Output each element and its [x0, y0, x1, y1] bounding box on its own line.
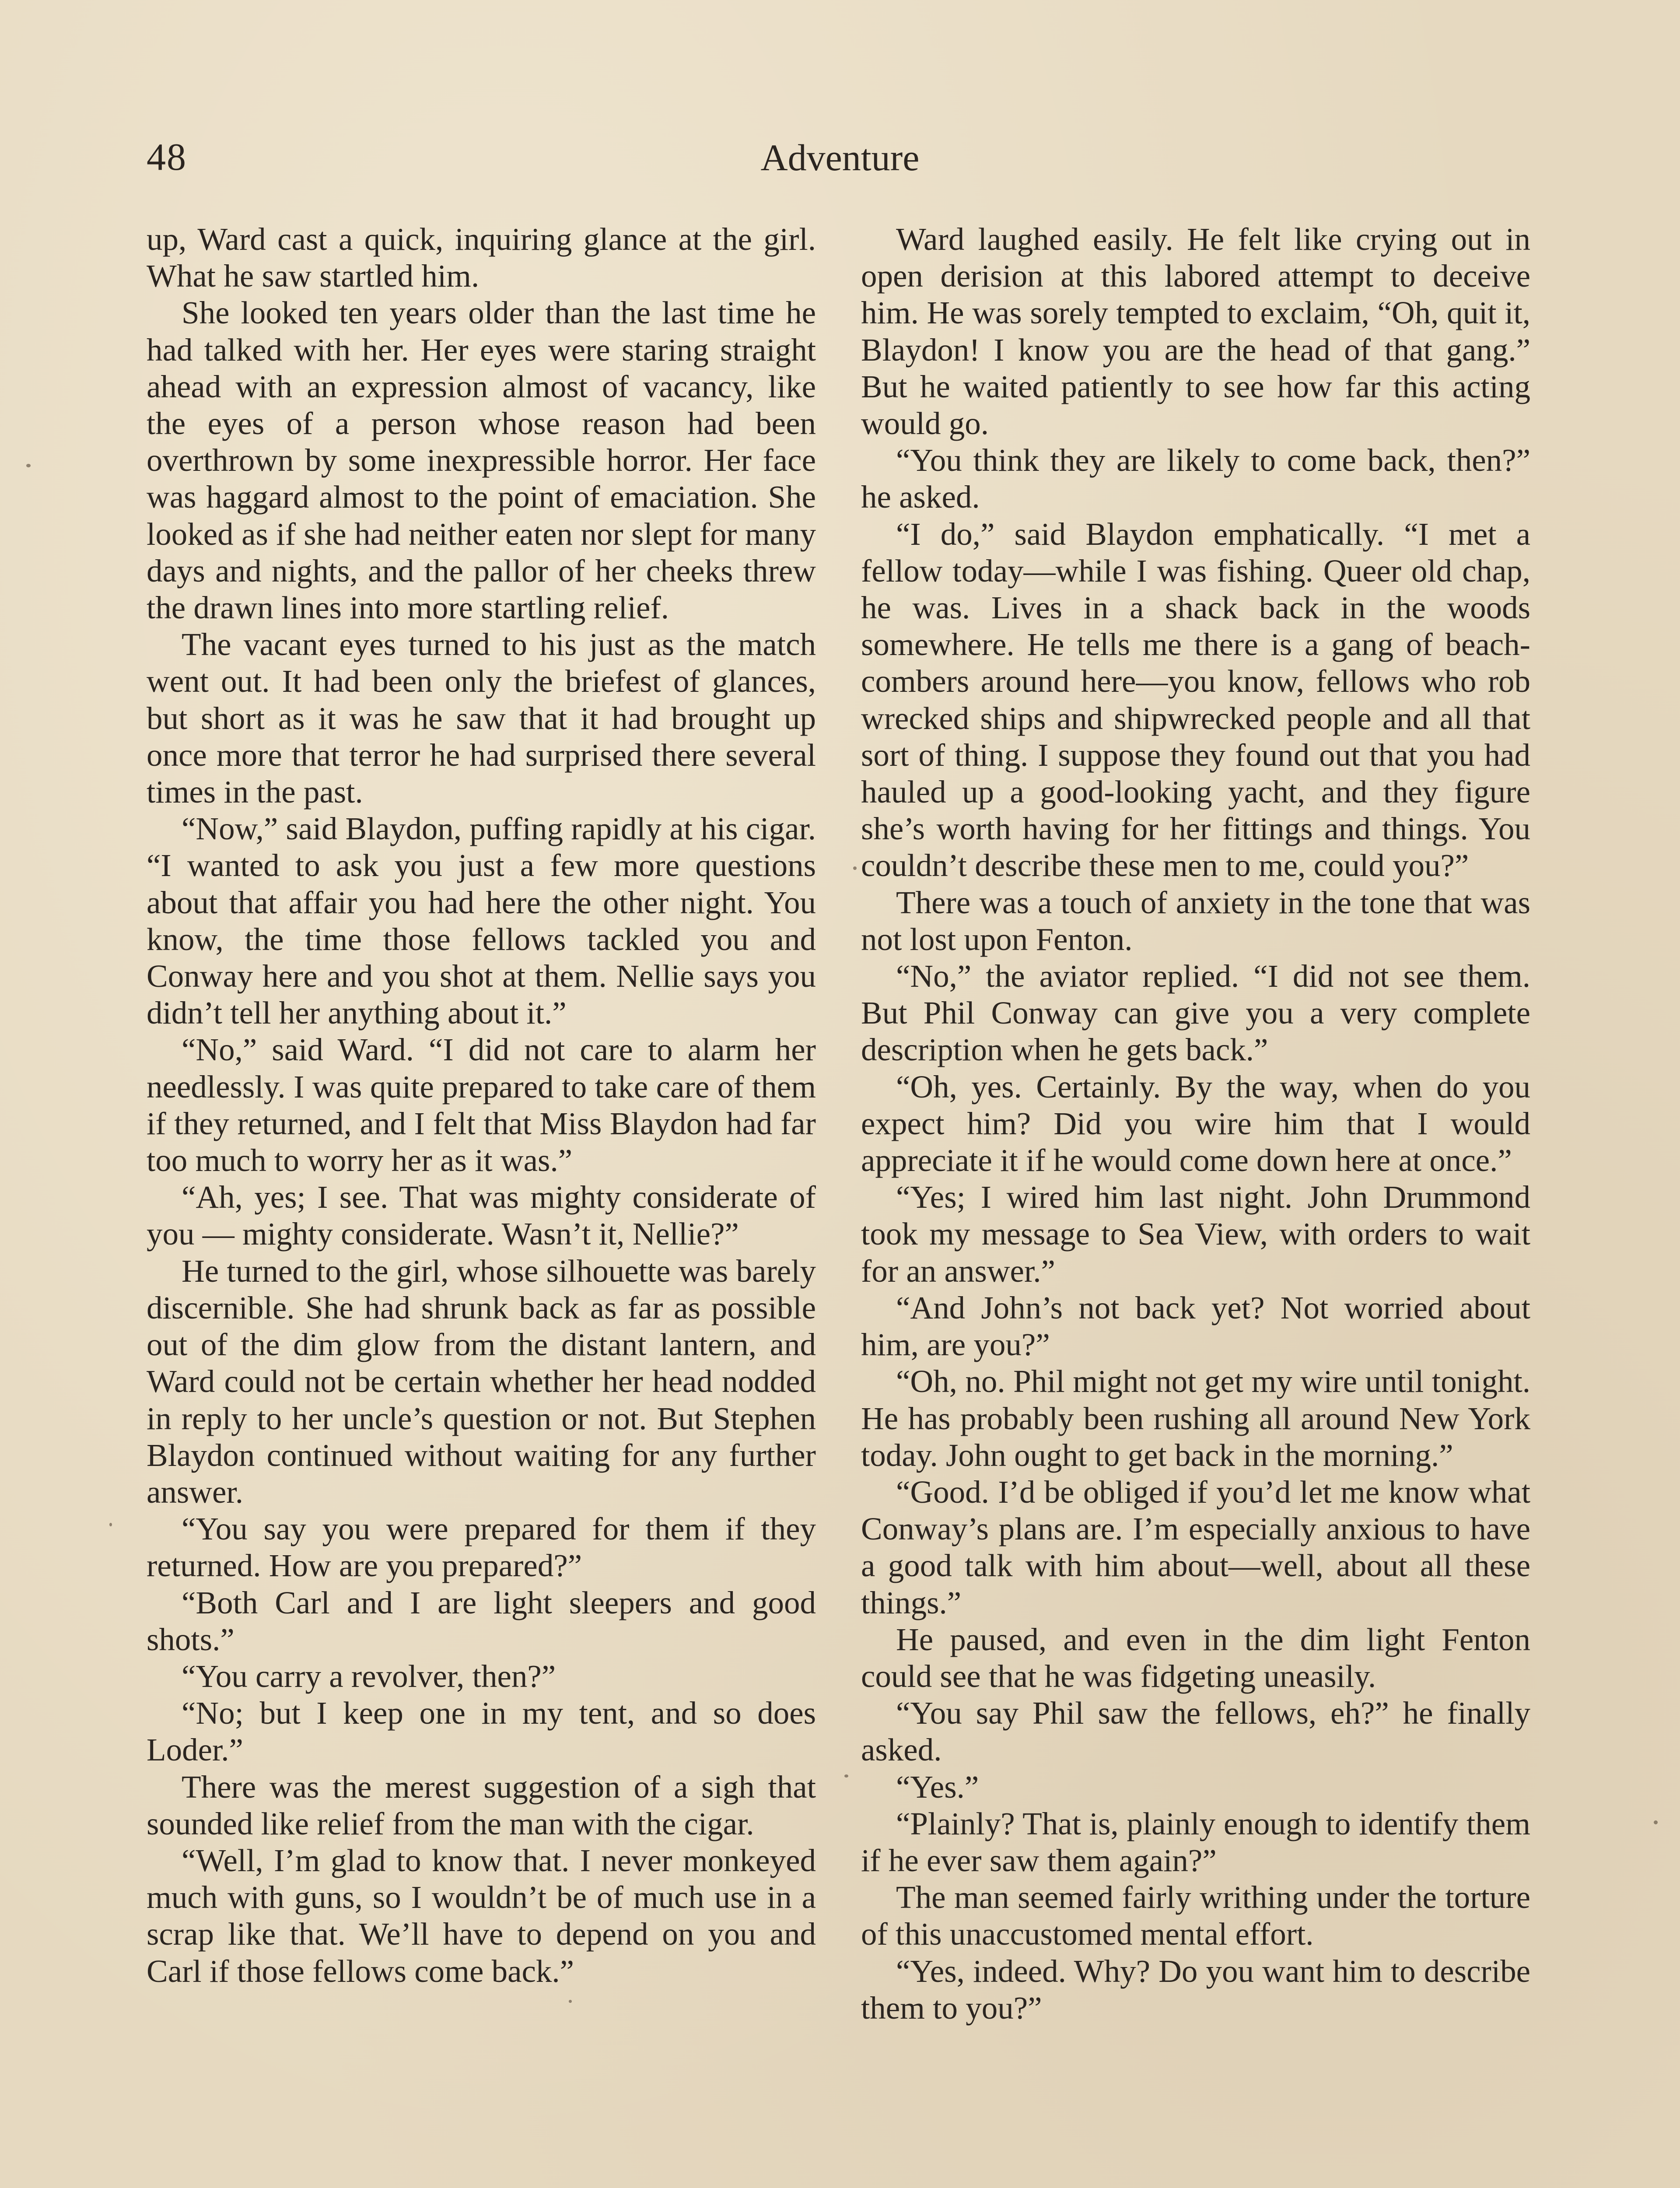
paragraph: She looked ten years older than the last time he had talked with her. Her eyes were staring straight ahead with an expression almost of vacancy, like the eyes of a person whose reason had been overthrown by some inexpressible horror. Her face was haggard almost to the point of emaciation. She looked as if she had neither eaten nor slept for many days and nights, and the pallor of her cheeks threw the drawn lines into more startling relief.: [147, 295, 816, 626]
running-title: Adventure: [760, 137, 920, 179]
paper-speck: [569, 2000, 572, 2003]
paper-speck: [26, 464, 31, 467]
paper-speck: [853, 866, 857, 870]
paragraph: Ward laughed easily. He felt like crying out in open derision at this labored attempt to deceive him. He was sorely tempted to exclaim, “Oh, quit it, Blaydon! I know you are the head of that gang.” But he waited patiently to see how far this acting would go.: [861, 221, 1530, 442]
paragraph: “Yes, indeed. Why? Do you want him to describe them to you?”: [861, 1953, 1530, 2026]
paragraph: The man seemed fairly writhing under the torture of this unaccustomed mental effort.: [861, 1879, 1530, 1952]
paragraph: “Well, I’m glad to know that. I never monkeyed much with guns, so I wouldn’t be of much use in a scrap like that. We’ll have to depend on you and Carl if those fellows come back.”: [147, 1842, 816, 1989]
paragraph: “Yes; I wired him last night. John Drummond took my message to Sea View, with orders to wait for an answer.”: [861, 1179, 1530, 1289]
paragraph: “Plainly? That is, plainly enough to identify them if he ever saw them again?”: [861, 1806, 1530, 1878]
paragraph: “Now,” said Blaydon, puffing rapidly at his cigar. “I wanted to ask you just a few more questions about that affair you had here the other night. You know, the time those fellows tackled you and Conway here and you shot at them. Nellie says you didn’t tell her anything about it.”: [147, 811, 816, 1031]
left-column: [147, 221, 816, 1990]
paragraph: “Ah, yes; I see. That was mighty considerate of you — mighty considerate. Wasn’t it, Nellie?”: [147, 1179, 816, 1252]
paragraph: up, Ward cast a quick, inquiring glance at the girl. What he saw startled him.: [147, 221, 816, 294]
paragraph: “No; but I keep one in my tent, and so does Loder.”: [147, 1695, 816, 1768]
paragraph: “Yes.”: [896, 1769, 979, 1805]
paragraph: “I do,” said Blaydon emphatically. “I met a fellow today—while I was fishing. Queer old chap, he was. Lives in a shack back in the woods somewhere. He tells me there is a gang of beach-combers around here—you know, fellows who rob wrecked ships and shipwrecked people and all that sort of thing. I suppose they found out that you had hauled up a good-looking yacht, and they figure she’s worth having for her fittings and things. You couldn’t describe these men to me, could you?”: [861, 516, 1530, 884]
paper-speck: [109, 1523, 112, 1526]
paragraph: He turned to the girl, whose silhouette was barely discernible. She had shrunk back as far as possible out of the dim glow from the distant lantern, and Ward could not be certain whether her head nodded in reply to her uncle’s question or not. But Stephen Blaydon continued without waiting for any further answer.: [147, 1253, 816, 1510]
paragraph: He paused, and even in the dim light Fenton could see that he was fidgeting uneasily.: [861, 1621, 1530, 1694]
paragraph: “Oh, yes. Certainly. By the way, when do you expect him? Did you wire him that I would appreciate it if he would come down here at once.”: [861, 1069, 1530, 1178]
paragraph: “You think they are likely to come back, then?” he asked.: [861, 442, 1530, 515]
paragraph: “Oh, no. Phil might not get my wire until tonight. He has probably been rushing all around New York today. John ought to get back in the morning.”: [861, 1364, 1530, 1473]
paragraph: “Both Carl and I are light sleepers and good shots.”: [147, 1585, 816, 1657]
paragraph: “You say you were prepared for them if they returned. How are you prepared?”: [147, 1511, 816, 1584]
paragraph: “And John’s not back yet? Not worried about him, are you?”: [861, 1290, 1530, 1363]
paragraph: “No,” said Ward. “I did not care to alarm her needlessly. I was quite prepared to take care of them if they returned, and I felt that Miss Blaydon had far too much to worry her as it was.”: [147, 1032, 816, 1178]
running-header: [147, 131, 1533, 184]
page-number: 48: [147, 136, 187, 179]
paragraph: “No,” the aviator replied. “I did not see them. But Phil Conway can give you a very complete description when he gets back.”: [861, 958, 1530, 1068]
paragraph: “You say Phil saw the fellows, eh?” he finally asked.: [861, 1695, 1530, 1768]
paper-speck: [844, 1774, 848, 1778]
paper-speck: [1654, 1820, 1658, 1824]
paragraph: “Good. I’d be obliged if you’d let me know what Conway’s plans are. I’m especially anxious to have a good talk with him about—well, about all these things.”: [861, 1474, 1530, 1620]
paragraph: “You carry a revolver, then?”: [182, 1658, 556, 1694]
paragraph: The vacant eyes turned to his just as the match went out. It had been only the briefest of glances, but short as it was he saw that it had brought up once more that terror he had surprised there several times in the past.: [147, 627, 816, 810]
right-column: [861, 221, 1530, 2027]
paragraph: There was the merest suggestion of a sigh that sounded like relief from the man with the cigar.: [147, 1769, 816, 1841]
paragraph: There was a touch of anxiety in the tone that was not lost upon Fenton.: [861, 884, 1530, 957]
